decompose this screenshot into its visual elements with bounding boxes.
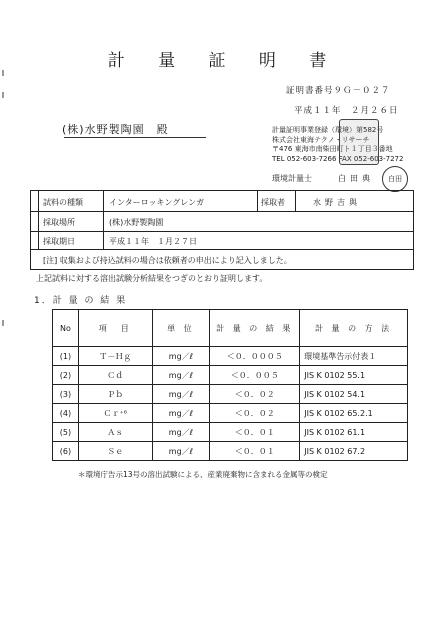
scan-edge-mark xyxy=(2,92,4,98)
measurer-seal: 白田 xyxy=(382,166,408,192)
sample-collector-label: 採取者 xyxy=(261,198,285,207)
row-item: Ｃｒ⁺⁶ xyxy=(78,404,152,423)
section-title: 1．計 量 の 結 果 xyxy=(34,296,128,306)
row-unit: mg／ℓ xyxy=(152,385,210,404)
row-number: (2) xyxy=(53,366,79,385)
row-item: Ｐｂ xyxy=(78,385,152,404)
table-row xyxy=(53,347,408,366)
sample-date-label: 採取期日 xyxy=(43,237,75,246)
sample-collector-value: 水野吉與 xyxy=(313,198,361,207)
row-result: ＜０．０１ xyxy=(210,423,300,442)
scan-edge-mark xyxy=(2,320,4,326)
row-unit: mg／ℓ xyxy=(152,442,210,461)
header-unit: 単 位 xyxy=(152,310,210,347)
sample-place-value: (株)水野製陶園 xyxy=(109,218,164,227)
company-seal-stamp xyxy=(339,119,379,165)
sample-place-label: 採取場所 xyxy=(43,218,75,227)
row-number: (1) xyxy=(53,347,79,366)
row-item: Ｔ－Ｈｇ xyxy=(78,347,152,366)
row-number: (3) xyxy=(53,385,79,404)
row-result: ＜０．００５ xyxy=(210,366,300,385)
row-number: (5) xyxy=(53,423,79,442)
table-row xyxy=(53,385,408,404)
row-method: JIS K 0102 61.1 xyxy=(300,423,408,442)
row-result: ＜０．０００５ xyxy=(210,347,300,366)
row-method: JIS K 0102 54.1 xyxy=(300,385,408,404)
measurer-label: 環境計量士 xyxy=(272,174,312,183)
table-row xyxy=(53,442,408,461)
row-unit: mg／ℓ xyxy=(152,347,210,366)
row-method: JIS K 0102 55.1 xyxy=(300,366,408,385)
addressee: (株)水野製陶園 殿 xyxy=(62,123,169,136)
results-table xyxy=(52,309,408,461)
issuer-registration: 計量証明事業登録（環境）第582号 xyxy=(272,126,384,134)
issuer-address: 〒476 東海市南柴田町ト１丁目３番地 xyxy=(272,145,393,154)
row-unit: mg／ℓ xyxy=(152,423,210,442)
row-item: Ａｓ xyxy=(78,423,152,442)
row-method: JIS K 0102 65.2.1 xyxy=(300,404,408,423)
row-method: 環境基準告示付表１ xyxy=(300,347,408,366)
sample-type-label: 試料の種類 xyxy=(43,198,83,207)
header-method: 計 量 の 方 法 xyxy=(300,310,408,347)
header-result: 計 量 の 結 果 xyxy=(210,310,300,347)
issuer-fax: FAX 052-603-7272 xyxy=(338,154,404,163)
table-row xyxy=(53,423,408,442)
header-no: No xyxy=(53,310,79,347)
issuer-company: 株式会社東海テクノ・リサーチ xyxy=(272,135,370,144)
document-number: 証明書番号９Ｇ－０２７ xyxy=(286,86,391,96)
header-item: 項 目 xyxy=(78,310,152,347)
addressee-underline xyxy=(64,137,206,138)
row-result: ＜０．０１ xyxy=(210,442,300,461)
footnote: ＊環境庁告示13号の溶出試験による、産業廃棄物に含まれる金属等の検定 xyxy=(78,470,328,479)
row-method: JIS K 0102 67.2 xyxy=(300,442,408,461)
issuer-phone: TEL 052-603-7266 xyxy=(272,154,337,163)
table-row xyxy=(53,366,408,385)
sample-type-value: インターロッキングレンガ xyxy=(109,198,205,207)
results-header-row xyxy=(53,310,408,347)
row-result: ＜０．０２ xyxy=(210,404,300,423)
sample-info-box xyxy=(30,190,414,270)
scan-edge-mark xyxy=(2,70,4,76)
row-number: (6) xyxy=(53,442,79,461)
certification-statement: 上記試料に対する溶出試験分析結果をつぎのとおり証明します。 xyxy=(36,274,268,283)
row-item: Ｃｄ xyxy=(78,366,152,385)
sample-note: [注] 収集および持込試料の場合は依頼者の申出により記入しました。 xyxy=(43,256,292,265)
issue-date: 平成１１年 ２月２６日 xyxy=(294,106,399,116)
row-unit: mg／ℓ xyxy=(152,366,210,385)
row-item: Ｓｅ xyxy=(78,442,152,461)
row-number: (4) xyxy=(53,404,79,423)
document-title: 計 量 証 明 書 xyxy=(107,51,341,71)
row-unit: mg／ℓ xyxy=(152,404,210,423)
sample-date-value: 平成１１年 １月２７日 xyxy=(109,237,197,246)
table-row xyxy=(53,404,408,423)
measurer-name: 白田典 xyxy=(338,174,374,183)
row-result: ＜０．０２ xyxy=(210,385,300,404)
